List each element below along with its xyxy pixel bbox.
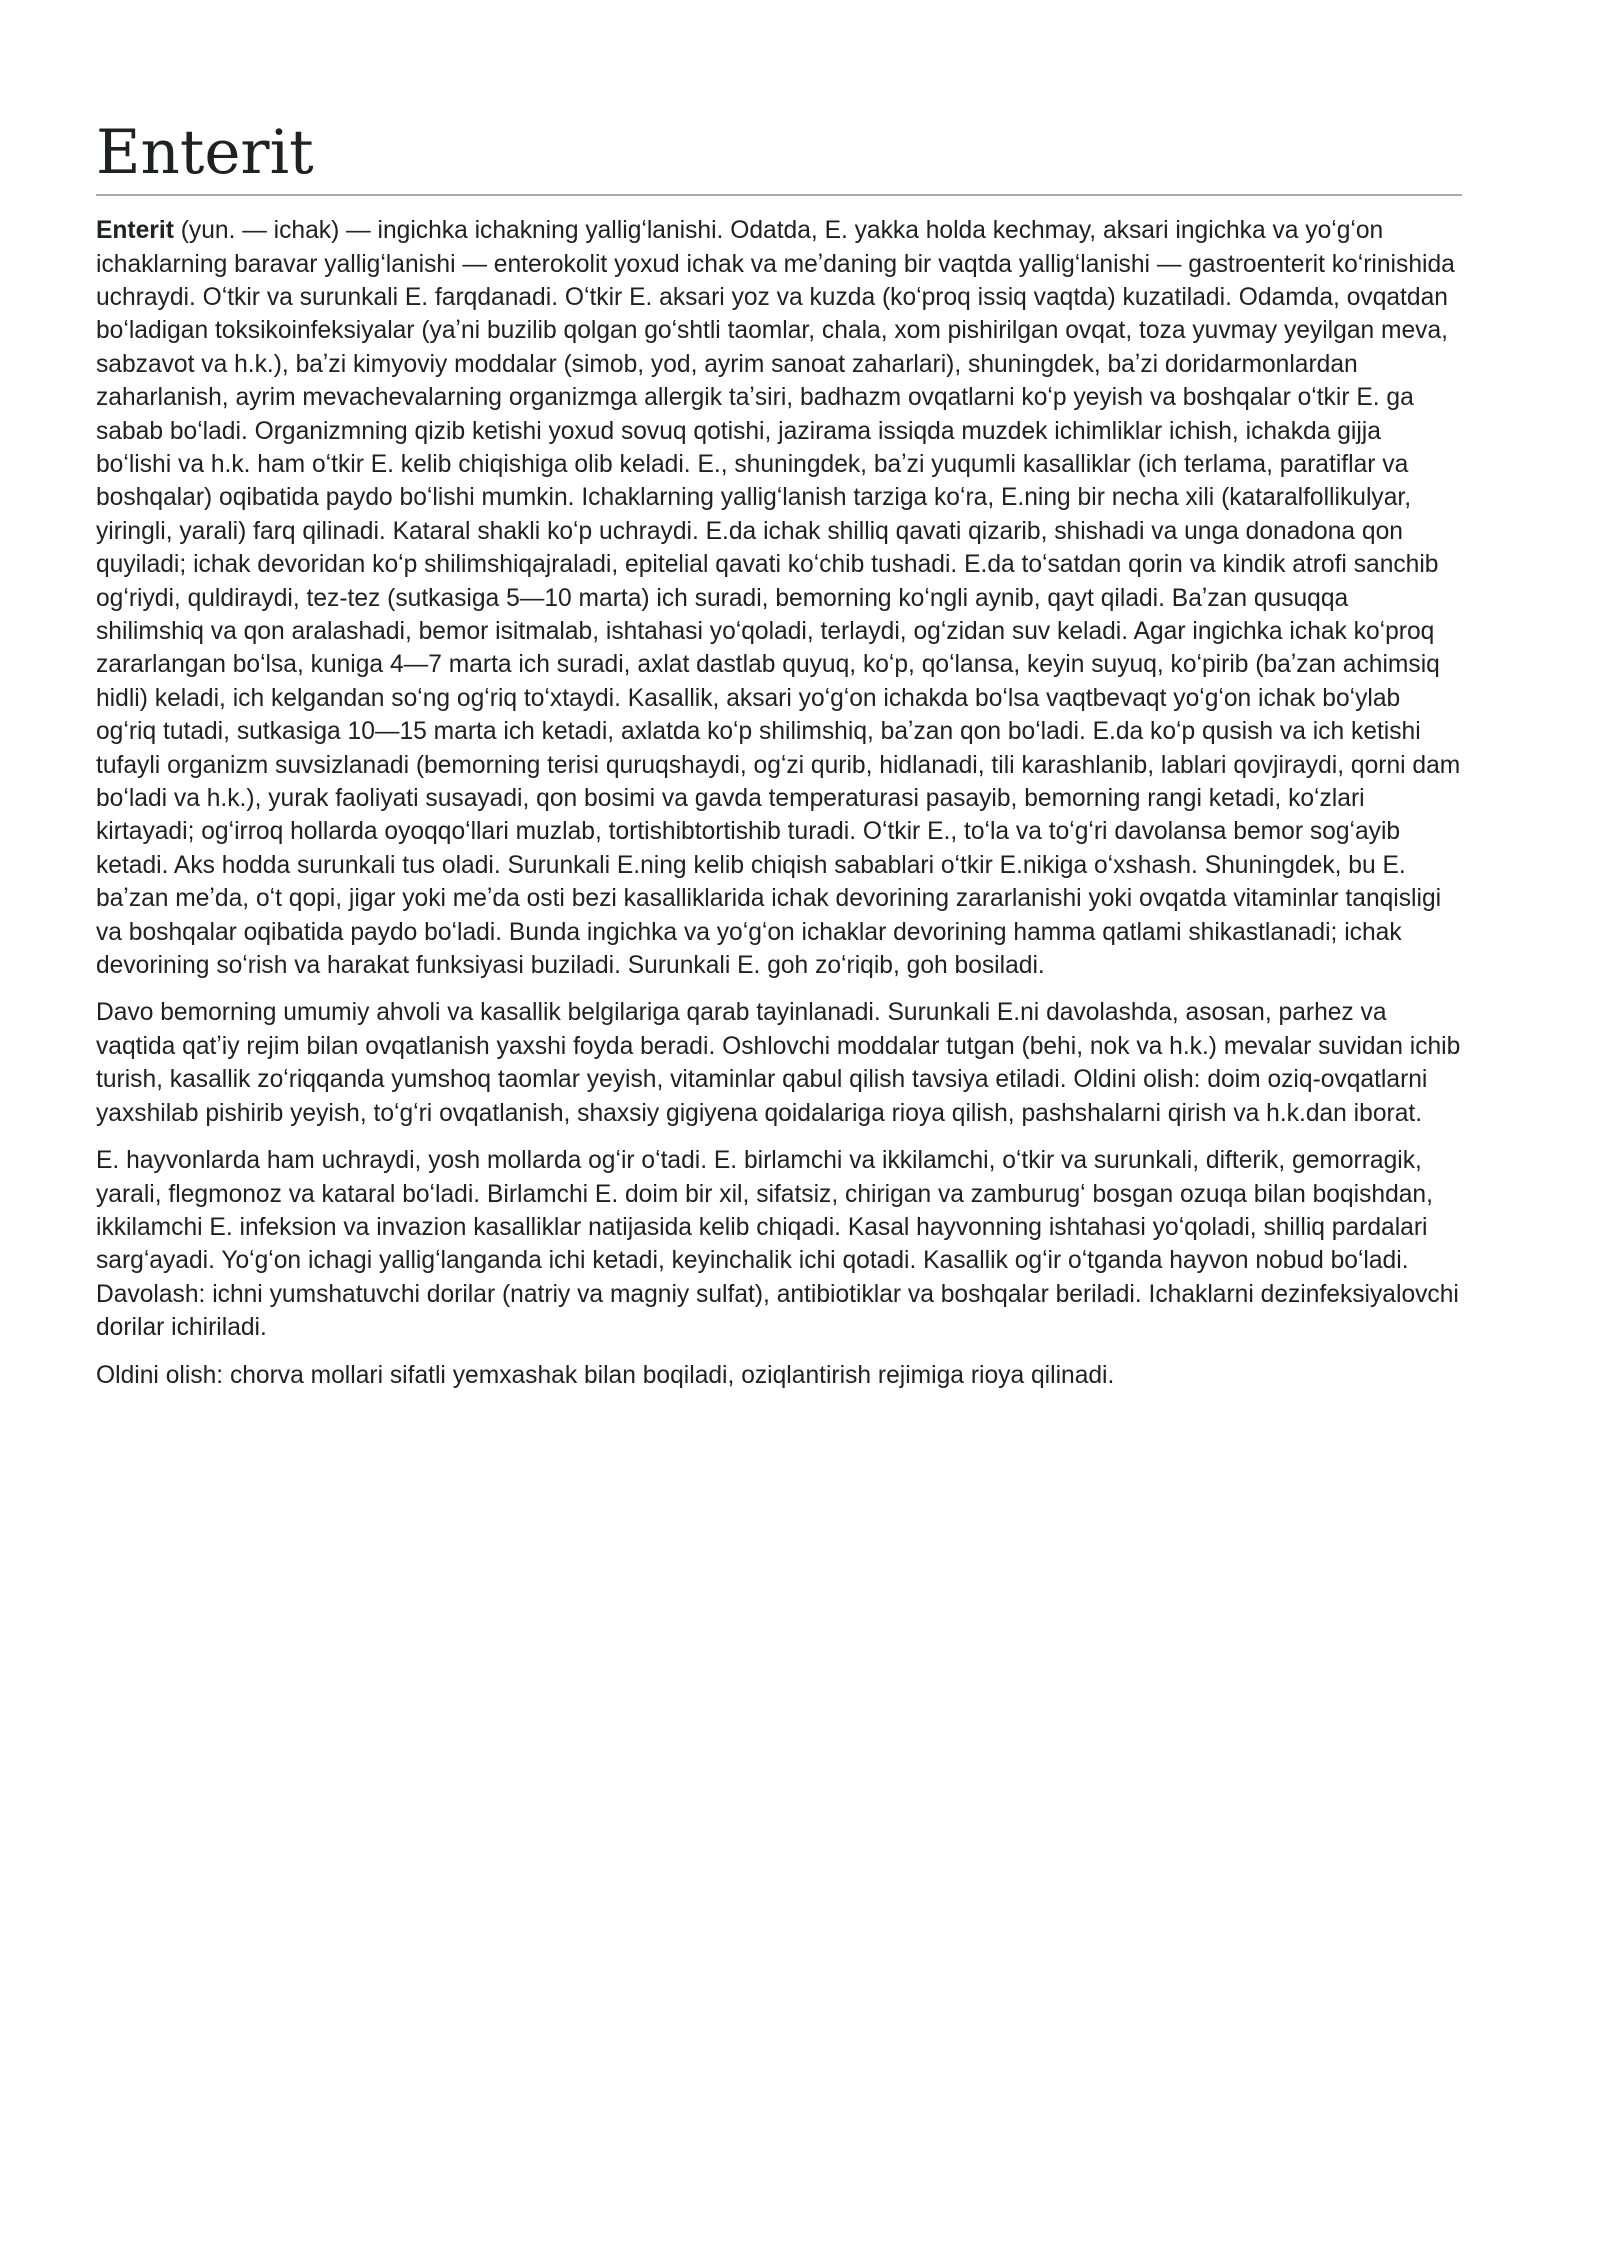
title-divider	[96, 194, 1462, 196]
article	[96, 118, 1462, 1406]
paragraph-treatment: Davo bemorning umumiy ahvoli va kasallik belgilariga qarab tayinlanadi. Surunkali E.ni davolashda, asosan, parhez va vaqtida qatʼiy rejim bilan ovqatlanish yaxshi foyda beradi. Oshlovchi moddalar tutgan (behi, nok va h.k.) mevalar suvidan ichib turish, kasallik zoʻriqqanda yumshoq taomlar yeyish, vitaminlar qabul qilish tavsiya etiladi. Oldini olish: doim oziq-ovqatlarni yaxshilab pishirib yeyish, toʻgʻri ovqatlanish, shaxsiy gigiyena qoidalariga rioya qilish, pashshalarni qirish va h.k.dan iborat.	[96, 999, 1461, 1127]
lead-term: Enterit	[96, 217, 174, 245]
page-title: Enterit	[96, 117, 314, 188]
paragraph-description	[96, 214, 1462, 982]
paragraph-prevention: Oldini olish: chorva mollari sifatli yemxashak bilan boqiladi, oziqlantirish rejimiga rioya qilinadi.	[96, 1361, 1115, 1389]
paragraph-animals: E. hayvonlarda ham uchraydi, yosh mollarda ogʻir oʻtadi. E. birlamchi va ikkilamchi, oʻtkir va surunkali, difterik, gemorragik, yarali, flegmonoz va kataral boʻladi. Birlamchi E. doim bir xil, sifatsiz, chirigan va zamburugʻ bosgan ozuqa bilan boqishdan, ikkilamchi E. infeksion va invazion kasalliklar natijasida kelib chiqadi. Kasal hayvonning ishtahasi yoʻqoladi, shilliq pardalari sargʻayadi. Yoʻgʻon ichagi yalligʻlanganda ichi ketadi, keyinchalik ichi qotadi. Kasallik ogʻir oʻtganda hayvon nobud boʻladi. Davolash: ichni yumshatuvchi dorilar (natriy va magniy sulfat), antibiotiklar va boshqalar beriladi. Ichaklarni dezinfeksiyalovchi dorilar ichiriladi.	[96, 1147, 1459, 1342]
paragraph-text: (yun. — ichak) — ingichka ichakning yalligʻlanishi. Odatda, E. yakka holda kechmay, aksari ingichka va yoʻgʻon ichaklarning baravar yalligʻlanishi — enterokolit yoxud ichak va meʼdaning bir vaqtda yalligʻlanishi — gastroenterit koʻrinishida uchraydi. Oʻtkir va surunkali E. farqdanadi. Oʻtkir E. aksari yoz va kuzda (koʻproq issiq vaqtda) kuzatiladi. Odamda, ovqatdan boʻladigan toksikoinfeksiyalar (yaʼni buzilib qolgan goʻshtli taomlar, chala, xom pishirilgan ovqat, toza yuvmay yeyilgan meva, sabzavot va h.k.), baʼzi kimyoviy moddalar (simob, yod, ayrim sanoat zaharlari), shuningdek, baʼzi doridarmonlardan zaharlanish, ayrim mevachevalarning organizmga allergik taʼsiri, badhazm ovqatlarni koʻp yeyish va boshqalar oʻtkir E. ga sabab boʻladi. Organizmning qizib ketishi yoxud sovuq qotishi, jazirama issiqda muzdek ichimliklar ichish, ichakda gijja boʻlishi va h.k. ham oʻtkir E. kelib chiqishiga olib keladi. E., shuningdek, baʼzi yuqumli kasalliklar (ich terlama, paratiflar va boshqalar) oqibatida paydo boʻlishi mumkin. Ichaklarning yalligʻlanish tarziga koʻra, E.ning bir necha xili (kataralfollikulyar, yiringli, yarali) farq qilinadi. Kataral shakli koʻp uchraydi. E.da ichak shilliq qavati qizarib, shishadi va unga donadona qon quyiladi; ichak devoridan koʻp shilimshiqajraladi, epitelial qavati koʻchib tushadi. E.da toʻsatdan qorin va kindik atrofi sanchib ogʻriydi, quldiraydi, tez-tez (sutkasiga 5—10 marta) ich suradi, bemorning koʻngli aynib, qayt qiladi. Baʼzan qusuqqa shilimshiq va qon aralashadi, bemor isitmalab, ishtahasi yoʻqoladi, terlaydi, ogʻzidan suv keladi. Agar ingichka ichak koʻproq zararlangan boʻlsa, kuniga 4—7 marta ich suradi, axlat dastlab quyuq, koʻp, qoʻlansa, keyin suyuq, koʻpirib (baʼzan achimsiq hidli) keladi, ich kelgandan soʻng ogʻriq toʻxtaydi. Kasallik, aksari yoʻgʻon ichakda boʻlsa vaqtbevaqt yoʻgʻon ichak boʻylab ogʻriq tutadi, sutkasiga 10—15 marta ich ketadi, axlatda koʻp shilimshiq, baʼzan qon boʻladi. E.da koʻp qusish va ich ketishi tufayli organizm suvsizlanadi (bemorning terisi quruqshaydi, ogʻzi qurib, hidlanadi, tili karashlanib, lablari qovjiraydi, qorni dam boʻladi va h.k.), yurak faoliyati susayadi, qon bosimi va gavda temperaturasi pasayib, bemorning rangi ketadi, koʻzlari kirtayadi; ogʻirroq hollarda oyoqqoʻllari muzlab, tortishibtortishib turadi. Oʻtkir E., toʻla va toʻgʻri davolansa bemor sogʻayib ketadi. Aks hodda surunkali tus oladi. Surunkali E.ning kelib chiqish sabablari oʻtkir E.nikiga oʻxshash. Shuningdek, bu E. baʼzan meʼda, oʻt qopi, jigar yoki meʼda osti bezi kasalliklarida ichak devorining zararlanishi yoki ovqatda vitaminlar tanqisligi va boshqalar oqibatida paydo boʻladi. Bunda ingichka va yoʻgʻon ichaklar devorining hamma qatlami shikastlanadi; ichak devorining soʻrish va harakat funksiyasi buziladi. Surunkali E. goh zoʻriqib, goh bosiladi.	[96, 217, 1461, 980]
